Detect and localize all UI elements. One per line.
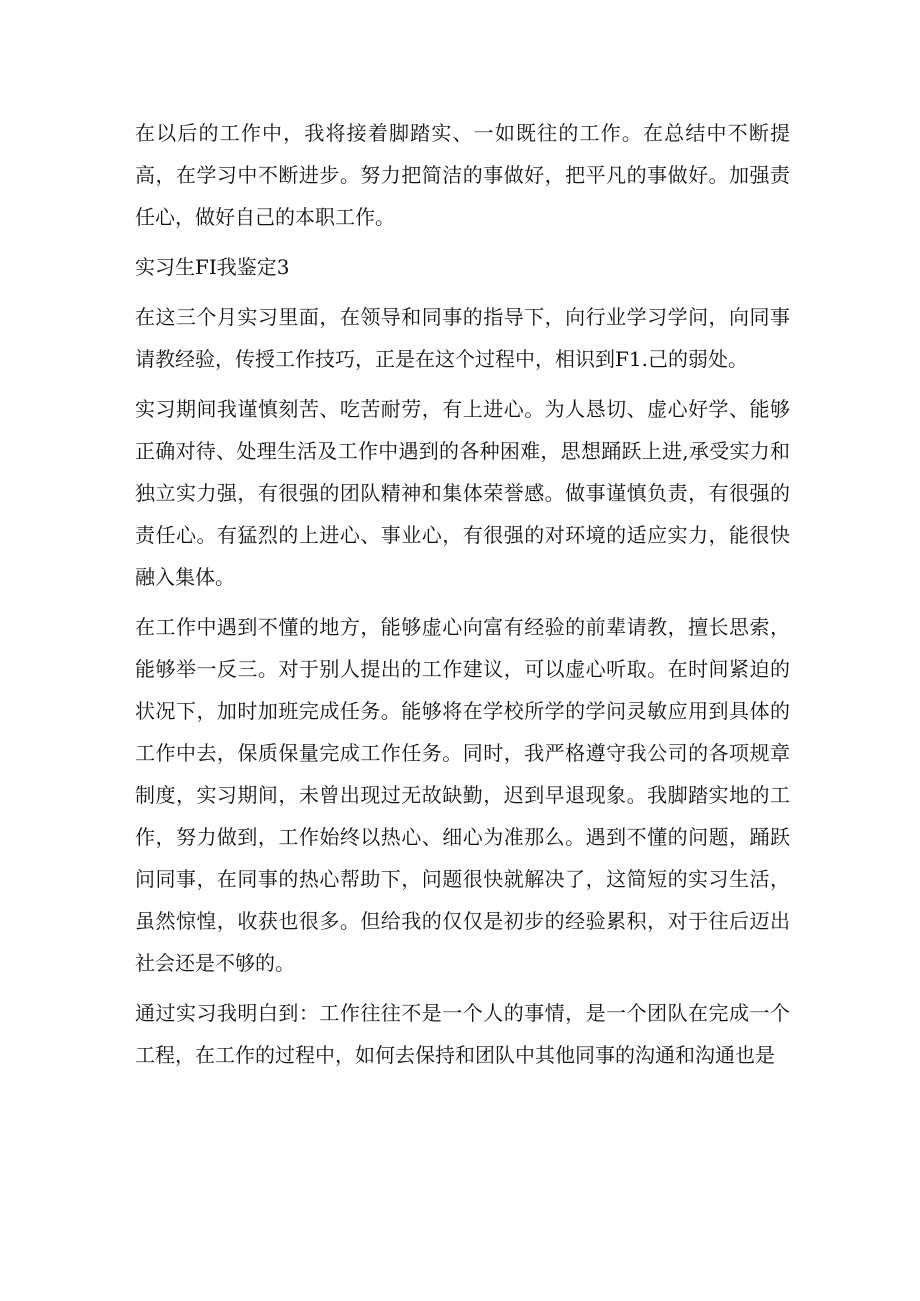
document-body bbox=[135, 112, 790, 1076]
paragraph-1: 在以后的工作中，我将接着脚踏实、一如既往的工作。在总结中不断提高，在学习中不断进步。努力把简洁的事做好，把平凡的事做好。加强责任心，做好自己的本职工作。 bbox=[135, 121, 790, 229]
paragraph-5: 通过实习我明白到：工作往往不是一个人的事情，是一个团队在完成一个工程，在工作的过程中，如何去保持和团队中其他同事的沟通和沟通也是 bbox=[135, 1001, 790, 1067]
section-heading: 实习生FI我鉴定3 bbox=[135, 255, 290, 279]
paragraph-3: 实习期间我谨慎刻苦、吃苦耐劳，有上进心。为人恳切、虚心好学、能够正确对待、处理生活及工作中遇到的各种困难，思想踊跃上进,承受实力和独立实力强，有很强的团队精神和集体荣誉感。做事谨慎负责，有很强的责任心。有猛烈的上进心、事业心，有很强的对环境的适应实力，能很快融入集体。 bbox=[135, 397, 790, 589]
paragraph-4: 在工作中遇到不懂的地方，能够虚心向富有经验的前辈请教，擅长思索，能够举一反三。对于别人提出的工作建议，可以虚心听取。在时间紧迫的状况下，加时加班完成任务。能够将在学校所学的学问灵敏应用到具体的工作中去，保质保量完成工作任务。同时，我严格遵守我公司的各项规章制度，实习期间，未曾出现过无故缺勤，迟到早退现象。我脚踏实地的工作，努力做到，工作始终以热心、细心为准那么。遇到不懂的问题，踊跃问同事，在同事的热心帮助下，问题很快就解决了，这简短的实习生活，虽然惊惶，收获也很多。但给我的仅仅是初步的经验累积，对于往后迈出社会还是不够的。 bbox=[135, 615, 790, 975]
paragraph-2: 在这三个月实习里面，在领导和同事的指导下，向行业学习学问，向同事请教经验，传授工作技巧，正是在这个过程中，相识到F1.己的弱处。 bbox=[135, 305, 790, 371]
